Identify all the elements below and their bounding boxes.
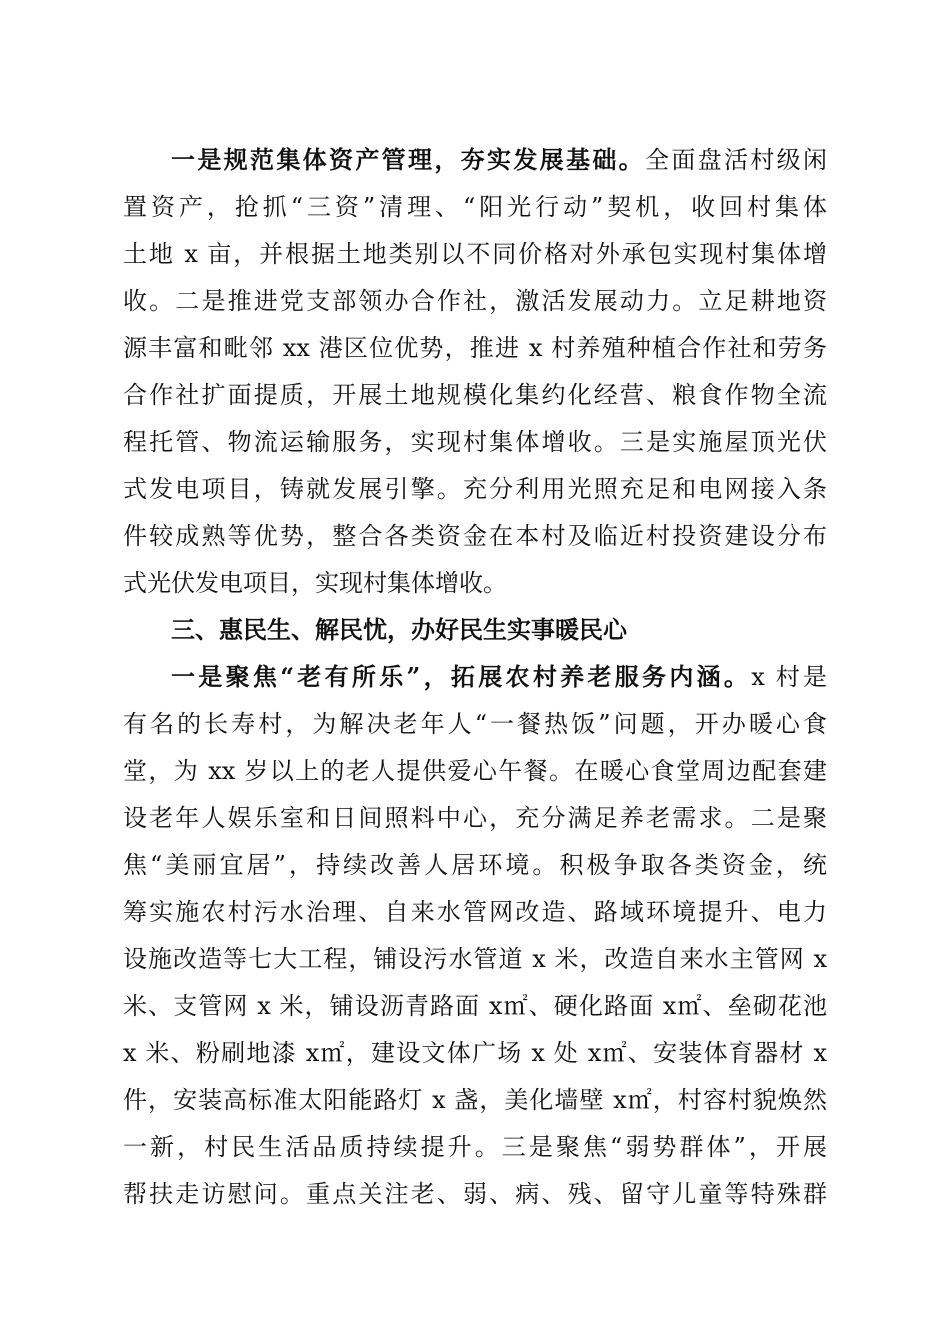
line-text: 收。二是推进党支部领办合作社，激活发展动力。立足耕地资 [123, 287, 827, 315]
paragraph-1-line-10 [123, 561, 827, 605]
line-text: 有名的长寿村，为解决老年人“一餐热饭”问题，开办暖心食 [123, 710, 827, 738]
line-text: 堂，为 xx 岁以上的老人提供爱心午餐。在暖心食堂周边配套建 [123, 757, 827, 785]
line-text: 件，安装高标准太阳能路灯 x 盏，美化墙壁 x㎡，村容村貌焕然 [123, 1086, 827, 1114]
line-text: 式发电项目，铸就发展引擎。充分利用光照充足和电网接入条 [123, 475, 827, 503]
paragraph-2-line-11 [123, 1125, 827, 1169]
line-text: 一新，村民生活品质持续提升。三是聚焦“弱势群体”，开展 [123, 1133, 827, 1161]
line-text: 程托管、物流运输服务，实现村集体增收。三是实施屋顶光伏 [123, 428, 827, 456]
line-text: 土地 x 亩，并根据土地类别以不同价格对外承包实现村集体增 [123, 240, 827, 268]
paragraph-1-line-2 [123, 185, 827, 229]
section-heading-3 [123, 608, 827, 652]
line-text: x 村是 [751, 663, 827, 691]
paragraph-2-line-8 [123, 984, 827, 1028]
paragraph-1-line-1 [123, 138, 827, 182]
paragraph-2-line-2 [123, 702, 827, 746]
paragraph-1-line-5 [123, 326, 827, 370]
paragraph-1-line-6 [123, 373, 827, 417]
paragraph-2-line-10 [123, 1078, 827, 1122]
line-text: 源丰富和毗邻 xx 港区位优势，推进 x 村养殖种植合作社和劳务 [123, 334, 827, 362]
paragraph-2-line-12 [123, 1172, 827, 1216]
line-text: 焦“美丽宜居”，持续改善人居环境。积极争取各类资金，统 [123, 851, 827, 879]
paragraph-1-lead: 一是规范集体资产管理，夯实发展基础。 [171, 145, 645, 174]
paragraph-1-line-3 [123, 232, 827, 276]
paragraph-1-line-9 [123, 514, 827, 558]
line-text: 设施改造等七大工程，铺设污水管道 x 米，改造自来水主管网 x [123, 945, 827, 973]
paragraph-2-lead: 一是聚焦“老有所乐”，拓展农村养老服务内涵。 [171, 662, 752, 691]
paragraph-1-line-8 [123, 467, 827, 511]
line-text: 设老年人娱乐室和日间照料中心，充分满足养老需求。二是聚 [123, 804, 827, 832]
paragraph-2-line-1 [123, 655, 827, 699]
line-text: 式光伏发电项目，实现村集体增收。 [123, 569, 507, 597]
paragraph-2-line-6 [123, 890, 827, 934]
paragraph-1-line-7 [123, 420, 827, 464]
paragraph-2-line-3 [123, 749, 827, 793]
paragraph-2-line-9 [123, 1031, 827, 1075]
line-text: 筹实施农村污水治理、自来水管网改造、路域环境提升、电力 [123, 898, 827, 926]
line-text: 置资产，抢抓“三资”清理、“阳光行动”契机，收回村集体 [123, 193, 827, 221]
line-text: 米、支管网 x 米，铺设沥青路面 x㎡、硬化路面 x㎡、垒砌花池 [123, 992, 827, 1020]
paragraph-2-line-5 [123, 843, 827, 887]
paragraph-2-line-4 [123, 796, 827, 840]
paragraph-2-line-7 [123, 937, 827, 981]
paragraph-1-line-4 [123, 279, 827, 323]
line-text: 合作社扩面提质，开展土地规模化集约化经营、粮食作物全流 [123, 381, 827, 409]
line-text: x 米、粉刷地漆 x㎡，建设文体广场 x 处 x㎡、安装体育器材 x [123, 1039, 827, 1067]
line-text: 全面盘活村级闲 [645, 146, 827, 174]
line-text: 帮扶走访慰问。重点关注老、弱、病、残、留守儿童等特殊群 [123, 1180, 827, 1208]
line-text: 件较成熟等优势，整合各类资金在本村及临近村投资建设分布 [123, 522, 827, 550]
heading-text: 三、惠民生、解民忧，办好民生实事暖民心 [171, 616, 627, 644]
